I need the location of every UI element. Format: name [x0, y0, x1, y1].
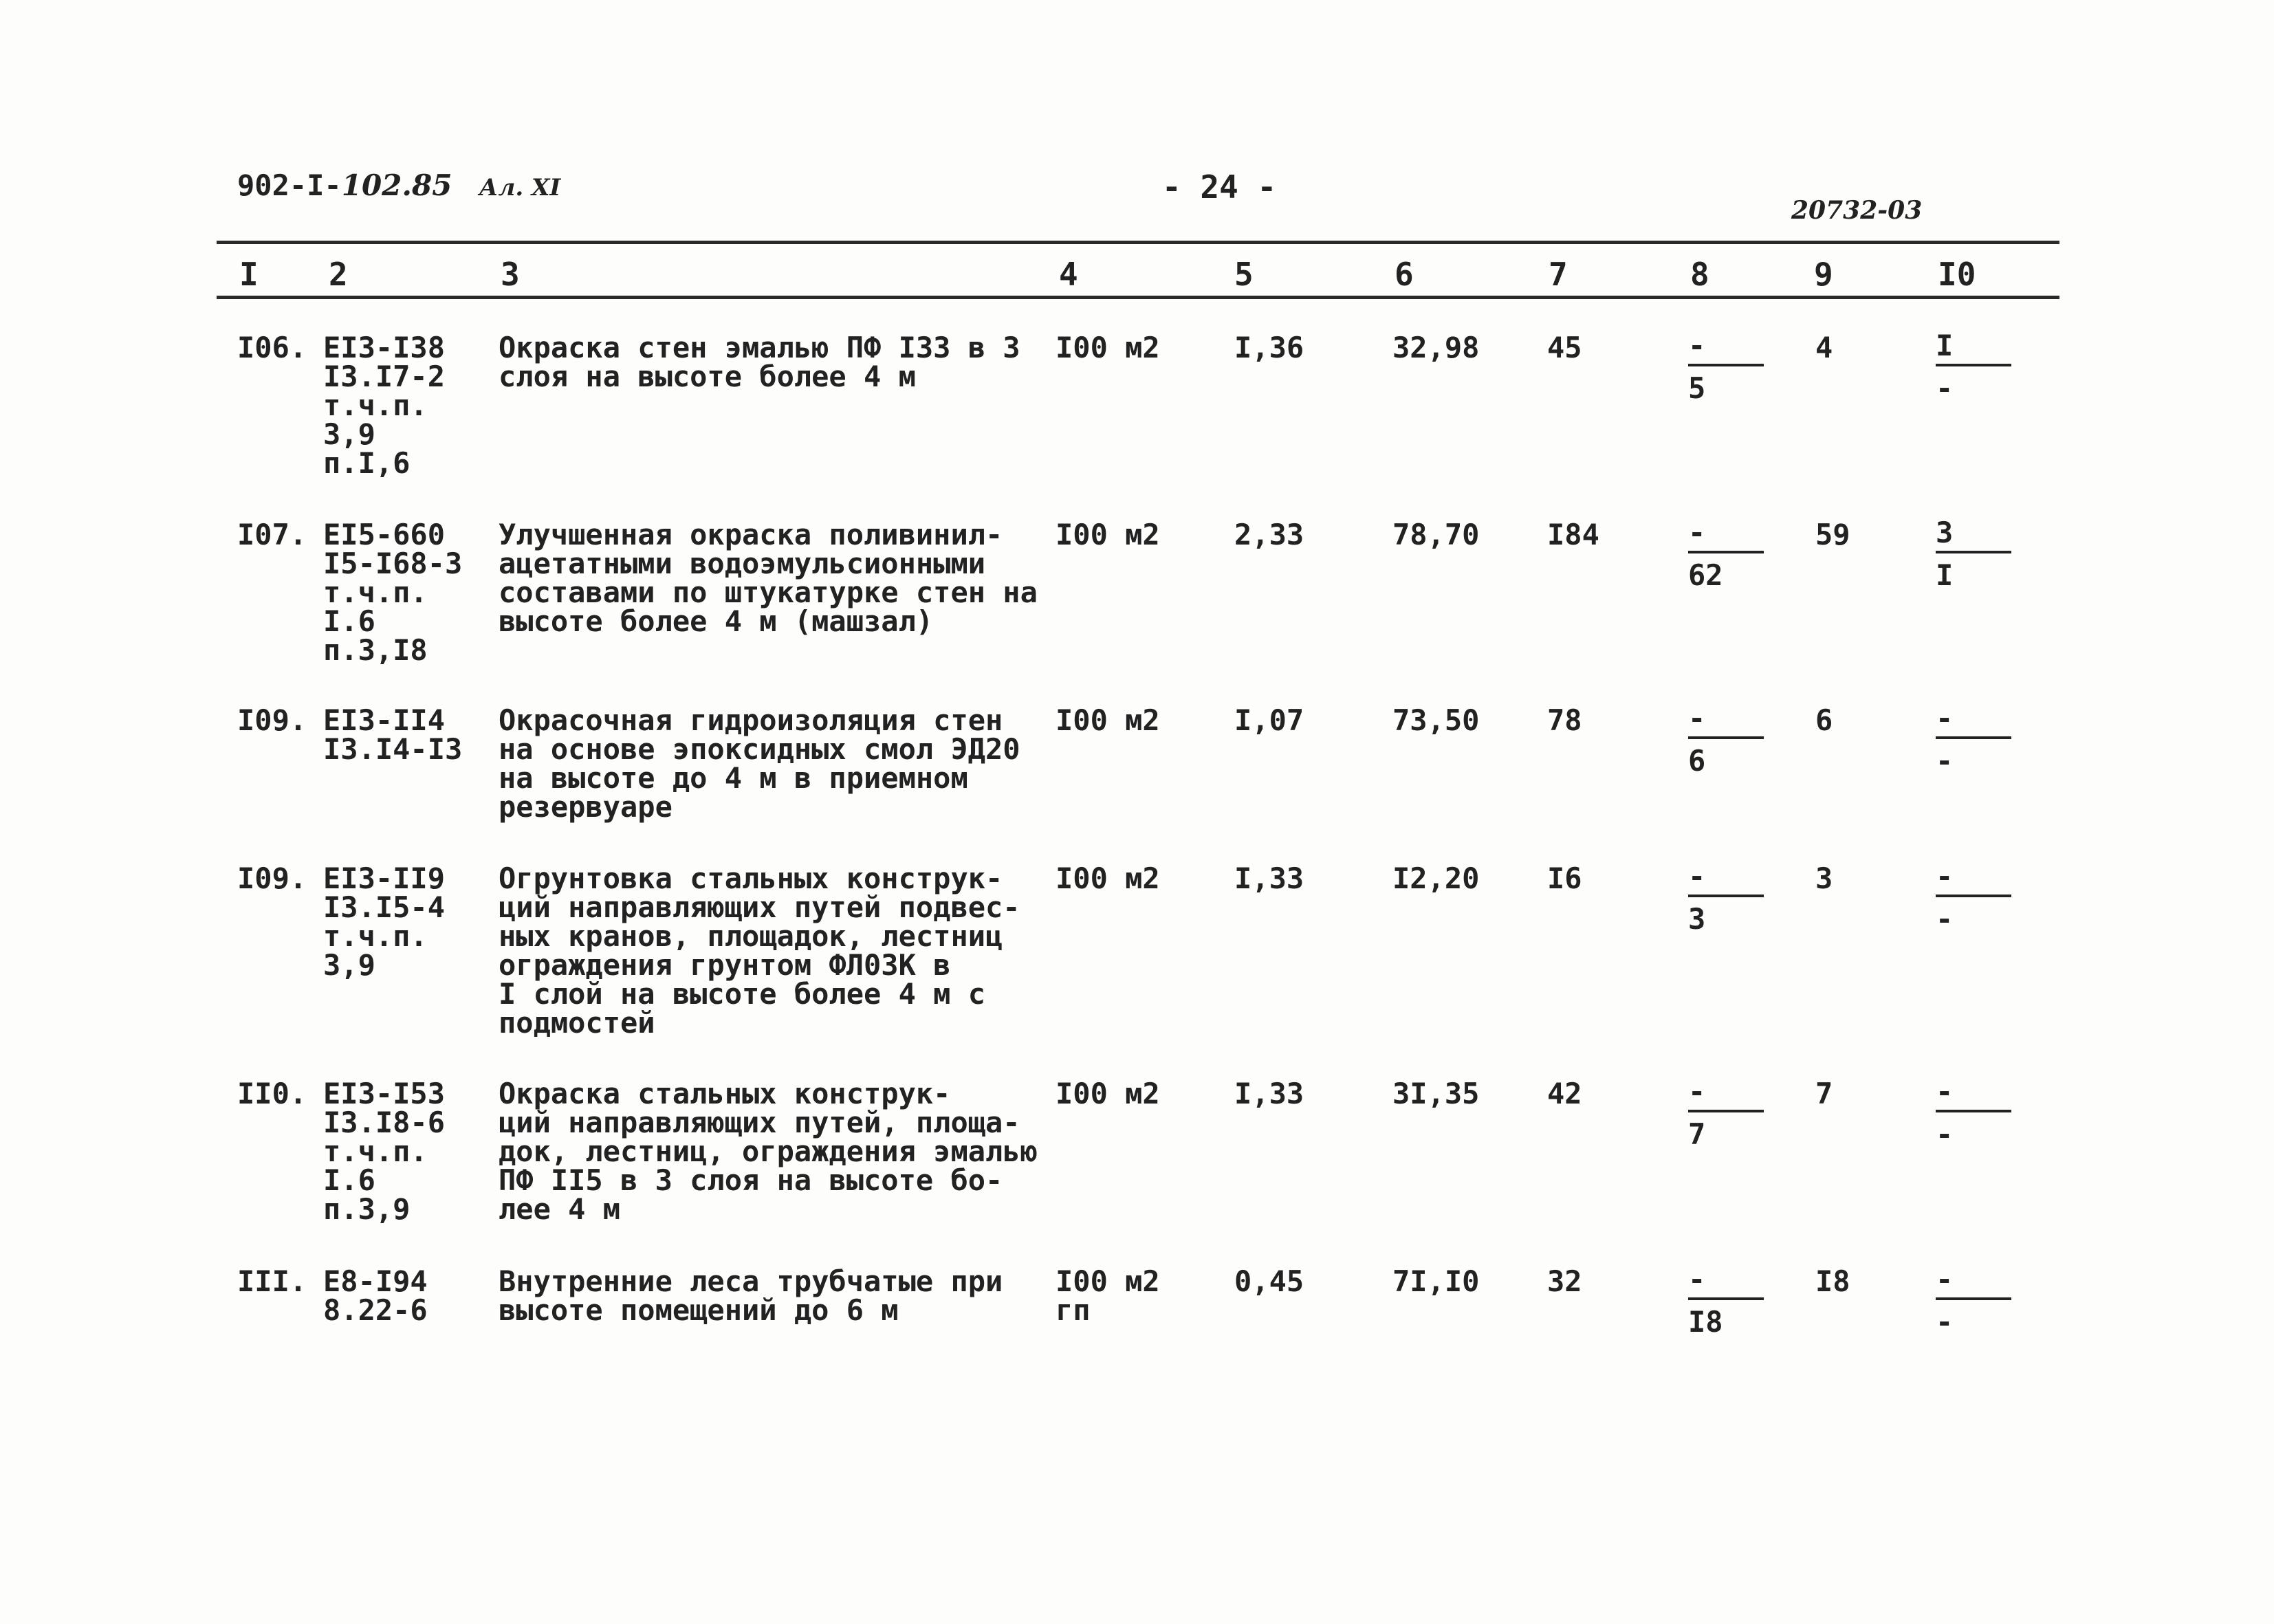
col10-fraction [1936, 859, 2011, 936]
col9-value: 7 [1815, 1077, 1833, 1110]
unit-price: I2,20 [1392, 862, 1480, 895]
col8-numerator: - [1688, 1075, 1706, 1108]
work-description: ограждения грунтом ФЛ03К в [499, 948, 951, 982]
col8-fraction [1688, 1264, 1764, 1337]
row-number: I09. [237, 703, 307, 737]
col-header-5: 5 [1234, 256, 1254, 293]
work-description: I слой на высоте более 4 м с [499, 977, 986, 1011]
row-number: I07. [237, 518, 307, 551]
norm-code: E8-I94 [323, 1264, 428, 1298]
col10-fraction-line [1936, 1297, 2011, 1300]
col10-denominator: - [1936, 1117, 1954, 1151]
col9-value: 3 [1815, 862, 1833, 895]
unit-price: 32,98 [1392, 331, 1480, 364]
col-header-6: 6 [1395, 256, 1414, 293]
col8-fraction-line [1688, 551, 1764, 553]
work-description: Внутренние леса трубчатые при [499, 1264, 1003, 1298]
header-rule-bottom [217, 296, 2059, 299]
col8-fraction [1688, 703, 1764, 776]
norm-code: EI3-I38 [323, 331, 446, 364]
col8-denominator: 7 [1688, 1117, 1706, 1151]
quantity: 0,45 [1234, 1264, 1304, 1298]
header-rule-top [217, 241, 2059, 244]
total-cost: 78 [1547, 703, 1582, 737]
col8-denominator: 62 [1688, 558, 1723, 592]
work-description: Огрунтовка стальных конструк- [499, 862, 1003, 895]
col10-fraction-line [1936, 736, 2011, 739]
col9-value: 6 [1815, 703, 1833, 737]
row-number: II0. [237, 1077, 307, 1110]
norm-code: I3.I4-I3 [323, 732, 463, 766]
unit-price: 3I,35 [1392, 1077, 1480, 1110]
col10-denominator: - [1936, 1305, 1954, 1339]
norm-code: I.6 [323, 604, 375, 638]
col8-denominator: 5 [1688, 371, 1706, 405]
norm-code: I3.I8-6 [323, 1106, 446, 1139]
album-label: Ал. XI [479, 174, 561, 201]
col-header-7: 7 [1549, 256, 1568, 293]
norm-code: т.ч.п. [323, 388, 428, 422]
col10-numerator: I [1936, 329, 1954, 362]
col-header-4: 4 [1059, 256, 1078, 293]
col10-fraction [1936, 1264, 2011, 1337]
col8-numerator: - [1688, 516, 1706, 549]
work-description: составами по штукатурке стен на [499, 575, 1038, 609]
document-code-prefix: 902-I- [237, 168, 342, 202]
work-description: высоте помещений до 6 м [499, 1293, 899, 1327]
quantity: I,07 [1234, 703, 1304, 737]
work-description: подмостей [499, 1006, 655, 1040]
norm-code: EI5-660 [323, 518, 446, 551]
col-header-9: 9 [1814, 256, 1833, 293]
work-description: Окрасочная гидроизоляция стен [499, 703, 1003, 737]
col-header-1: I [239, 256, 259, 293]
work-description: высоте более 4 м (машзал) [499, 604, 934, 638]
norm-code: I5-I68-3 [323, 547, 463, 580]
unit: I00 м2 [1056, 703, 1160, 737]
row-number: I09. [237, 862, 307, 895]
work-description: слоя на высоте более 4 м [499, 360, 916, 393]
work-description: Окраска стен эмалью ПФ I33 в 3 [499, 331, 1020, 364]
total-cost: 45 [1547, 331, 1582, 364]
total-cost: 32 [1547, 1264, 1582, 1298]
unit-price: 78,70 [1392, 518, 1480, 551]
col8-denominator: I8 [1688, 1305, 1723, 1339]
quantity: 2,33 [1234, 518, 1304, 551]
col10-fraction [1936, 331, 2011, 404]
unit: I00 м2 [1056, 518, 1160, 551]
col10-denominator: - [1936, 902, 1954, 936]
col10-numerator: - [1936, 1075, 1954, 1108]
page-number: - 24 - [1162, 168, 1277, 206]
quantity: I,33 [1234, 862, 1304, 895]
norm-code: п.I,6 [323, 446, 411, 480]
work-description: лее 4 м [499, 1192, 621, 1226]
col-header-2: 2 [329, 256, 348, 293]
total-cost: I6 [1547, 862, 1582, 895]
col8-fraction [1688, 1077, 1764, 1150]
document-code [237, 168, 560, 202]
unit-price: 73,50 [1392, 703, 1480, 737]
norm-code: п.3,9 [323, 1192, 411, 1226]
col10-fraction [1936, 703, 2011, 776]
col8-fraction-line [1688, 736, 1764, 739]
work-description: ПФ II5 в 3 слоя на высоте бо- [499, 1163, 1003, 1197]
total-cost: I84 [1547, 518, 1599, 551]
col10-denominator: - [1936, 371, 1954, 405]
col-header-10: I0 [1938, 256, 1976, 293]
col8-fraction [1688, 859, 1764, 936]
col8-numerator: - [1688, 1262, 1706, 1296]
col8-fraction-line [1688, 1297, 1764, 1300]
col8-numerator: - [1688, 701, 1706, 735]
norm-code: 3,9 [323, 417, 375, 451]
work-description: Улучшенная окраска поливинил- [499, 518, 1003, 551]
quantity: I,33 [1234, 1077, 1304, 1110]
norm-code: т.ч.п. [323, 919, 428, 953]
norm-code: п.3,I8 [323, 633, 428, 667]
work-description: ных кранов, площадок, лестниц [499, 919, 1003, 953]
work-description: ций направляющих путей подвес- [499, 890, 1020, 924]
unit: I00 м2 [1056, 331, 1160, 364]
quantity: I,36 [1234, 331, 1304, 364]
row-number: I06. [237, 331, 307, 364]
col-header-8: 8 [1690, 256, 1709, 293]
col10-numerator: 3 [1936, 516, 1954, 549]
norm-code: I.6 [323, 1163, 375, 1197]
col8-fraction-line [1688, 364, 1764, 366]
unit: гп [1056, 1293, 1091, 1327]
work-description: ций направляющих путей, площа- [499, 1106, 1020, 1139]
norm-code: 3,9 [323, 948, 375, 982]
col10-denominator: I [1936, 558, 1954, 592]
unit-price: 7I,I0 [1392, 1264, 1480, 1298]
col9-value: 59 [1815, 518, 1850, 551]
col8-fraction [1688, 518, 1764, 591]
work-description: на высоте до 4 м в приемном [499, 761, 968, 795]
col8-denominator: 3 [1688, 902, 1706, 936]
stamp-number: 20732-03 [1791, 196, 1923, 225]
norm-code: т.ч.п. [323, 575, 428, 609]
col8-numerator: - [1688, 329, 1706, 362]
row-number: III. [237, 1264, 307, 1298]
col9-value: I8 [1815, 1264, 1850, 1298]
norm-code: EI3-I53 [323, 1077, 446, 1110]
col-header-3: 3 [501, 256, 520, 293]
col10-fraction-line [1936, 364, 2011, 366]
col10-numerator: - [1936, 859, 1954, 893]
col8-fraction-line [1688, 1110, 1764, 1112]
col10-fraction-line [1936, 1110, 2011, 1112]
col8-fraction [1688, 331, 1764, 404]
col10-fraction [1936, 1077, 2011, 1150]
norm-code: EI3-II9 [323, 862, 446, 895]
norm-code: EI3-II4 [323, 703, 446, 737]
unit: I00 м2 [1056, 862, 1160, 895]
norm-code: I3.I7-2 [323, 360, 446, 393]
col8-numerator: - [1688, 859, 1706, 893]
col10-fraction-line [1936, 895, 2011, 897]
col10-denominator: - [1936, 744, 1954, 778]
total-cost: 42 [1547, 1077, 1582, 1110]
unit: I00 м2 [1056, 1077, 1160, 1110]
col10-fraction [1936, 518, 2011, 591]
work-description: док, лестниц, ограждения эмалью [499, 1134, 1038, 1168]
norm-code: 8.22-6 [323, 1293, 428, 1327]
col10-numerator: - [1936, 1262, 1954, 1296]
norm-code: т.ч.п. [323, 1134, 428, 1168]
work-description: на основе эпоксидных смол ЭД20 [499, 732, 1020, 766]
norm-code: I3.I5-4 [323, 890, 446, 924]
document-code-handwritten: 102.85 [341, 168, 452, 202]
work-description: ацетатными водоэмульсионными [499, 547, 986, 580]
unit: I00 м2 [1056, 1264, 1160, 1298]
col8-fraction-line [1688, 895, 1764, 897]
col10-fraction-line [1936, 551, 2011, 553]
work-description: резервуаре [499, 790, 673, 824]
work-description: Окраска стальных конструк- [499, 1077, 951, 1110]
col9-value: 4 [1815, 331, 1833, 364]
col10-numerator: - [1936, 701, 1954, 735]
col8-denominator: 6 [1688, 744, 1706, 778]
